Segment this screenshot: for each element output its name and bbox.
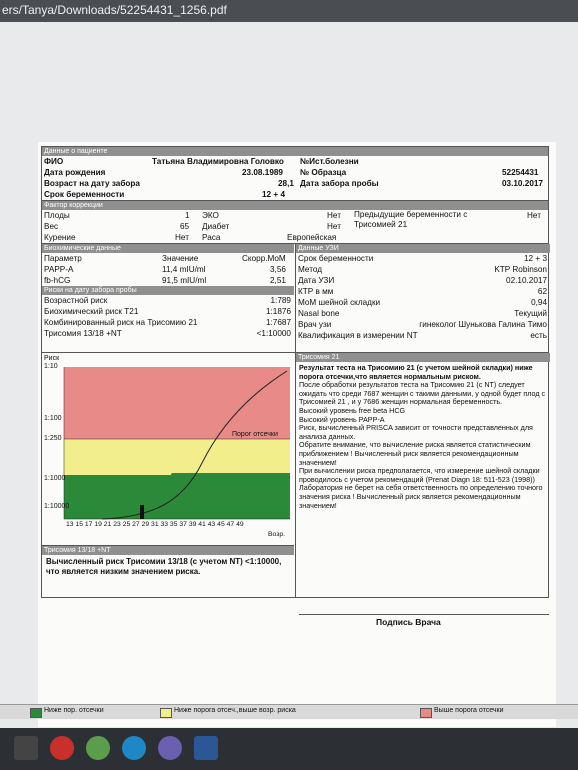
dob-value: 23.08.1989 [242, 168, 283, 177]
us-value-3: 62 [537, 287, 547, 296]
fio-value: Татьяна Владимировна Головко [152, 157, 284, 166]
t21-p7: Лаборатория не берет на себя ответственность по определению точного значения риска ! Вычисленный риск является рекомендационным значением! [299, 483, 543, 510]
prev-value: Нет [527, 211, 541, 220]
legend-high: Выше порога отсечки [434, 707, 504, 714]
risk-value-0: 1:789 [270, 296, 291, 305]
signature-label: Подпись Врача [376, 617, 441, 627]
risk-label-2: Комбинированный риск на Трисомию 21 [44, 318, 198, 327]
window-title: ers/Tanya/Downloads/52254431_1256.pdf [2, 3, 227, 17]
risk-chart-title: Риск [44, 355, 60, 362]
sample-label: № Образца [300, 168, 347, 177]
taskbar [0, 728, 578, 770]
cutoff-label: Порог отсечки [232, 431, 278, 438]
diabetes-value: Нет [327, 222, 341, 231]
biochem-mom-0: 3,56 [270, 265, 286, 274]
smoking-value: Нет [175, 233, 189, 242]
sample-value: 52254431 [502, 168, 539, 177]
risk-label-3: Трисомия 13/18 +NT [44, 329, 122, 338]
risk-label-1: Биохимический риск Т21 [44, 307, 139, 316]
t21-conclusion: Результат теста на Трисомию 21 (с учетом шейной складки) ниже порога отсечки,что является нормальным риском. [299, 363, 533, 381]
term-value: 12 + 4 [262, 190, 285, 199]
prev-label: Предыдущие беременности с Трисомией 21 [354, 210, 468, 229]
legend-mid-swatch [160, 708, 172, 718]
section-biochem: Биохимические данные [42, 244, 294, 253]
legend-low: Ниже пор. отсечки [44, 707, 104, 714]
x-ticks: 13 15 17 19 21 23 25 27 29 31 33 35 37 39 41 43 45 47 49 [66, 521, 244, 528]
section-risks: Риски на дату забора пробы [42, 286, 294, 295]
pdf-viewer[interactable] [0, 22, 578, 728]
legend [0, 704, 578, 719]
opera-icon[interactable] [50, 736, 74, 760]
zone-high [64, 367, 290, 439]
risk-value-2: 1:7687 [265, 318, 291, 327]
weight-label: Вес [44, 222, 59, 231]
viber-icon[interactable] [158, 736, 182, 760]
us-value-7: есть [530, 331, 547, 340]
us-value-0: 12 + 3 [524, 254, 547, 263]
eco-value: Нет [327, 211, 341, 220]
race-label: Раса [202, 233, 221, 242]
app-green-icon[interactable] [86, 736, 110, 760]
window-titlebar [0, 0, 578, 22]
weight-value: 65 [180, 222, 190, 231]
y-tick-3: 1:1000 [44, 475, 66, 482]
risk-value-3: <1:10000 [256, 329, 291, 338]
us-label-5: Nasal bone [298, 309, 340, 318]
biochem-header-mom: Скорр.MoM [242, 254, 286, 263]
us-value-4: 0,94 [531, 298, 547, 307]
smoking-label: Курение [44, 233, 76, 242]
us-label-4: MoM шейной складки [298, 298, 381, 307]
y-tick-1: 1:100 [44, 415, 62, 422]
word-icon[interactable] [194, 736, 218, 760]
section-us: Данные УЗИ [296, 244, 550, 253]
term-label: Срок беременности [44, 190, 125, 199]
skype-icon[interactable] [122, 736, 146, 760]
us-value-6: гинеколог Шунькова Галина Тимо [419, 320, 547, 329]
race-value: Европейская [287, 233, 337, 242]
us-label-3: КТР в мм [298, 287, 334, 296]
us-label-1: Метод [298, 265, 323, 274]
fetus-value: 1 [185, 211, 190, 220]
legend-mid: Ниже порога отсеч.,выше возр. риска [174, 707, 296, 714]
us-value-2: 02.10.2017 [506, 276, 547, 285]
biochem-value-0: 11,4 mIU/ml [162, 265, 206, 274]
pdf-page [38, 142, 556, 727]
patient-marker [140, 505, 144, 519]
eco-label: ЭКО [202, 211, 219, 220]
t21-p1: После обработки результатов теста на Трисомию 21 (с NT) следует ожидать что среди 7687 женщин с такими данными, у одной будет плод с Трисомией 21 , и у 7686 женщин нормальная беременность. [299, 380, 546, 407]
us-value-1: KTP Robinson [494, 265, 547, 274]
fetus-label: Плоды [44, 211, 70, 220]
section-correction: Фактор коррекции [42, 201, 548, 210]
biochem-name-1: fb-hCG [44, 276, 71, 285]
t1318-text: Вычисленный риск Трисомии 13/18 (с учетом NT) <1:10000, что является низким значением риска. [46, 557, 282, 576]
section-t21: Трисомия 21 [296, 353, 550, 362]
t21-p6: При вычислении риска предполагается, что измерение шейной складки проводилось с учетом рекомендаций (Prenat Diagn 18: 511-523 (1998)) [299, 466, 540, 484]
legend-low-swatch [30, 708, 42, 718]
risk-label-0: Возрастной риск [44, 296, 108, 305]
biochem-header-value: Значение [162, 254, 199, 263]
y-tick-4: 1:10000 [44, 503, 70, 510]
date-label: Дата забора пробы [300, 179, 379, 188]
case-label: №Ист.болезни [300, 157, 359, 166]
fio-label: ФИО [44, 157, 64, 166]
section-patient: Данные о пациенте [42, 147, 548, 156]
start-icon[interactable] [14, 736, 38, 760]
y-tick-2: 1:250 [44, 435, 62, 442]
age-label: Возраст на дату забора [44, 179, 140, 188]
t21-p2: Высокий уровень free beta HCG [299, 405, 406, 415]
t21-p3: Высокий уровень PAPP-A [299, 414, 385, 424]
x-label: Возр. [268, 531, 286, 538]
biochem-name-0: PAPP-A [44, 265, 74, 274]
age-value: 28,1 [278, 179, 294, 188]
risk-value-1: 1:1876 [265, 307, 291, 316]
biochem-header-param: Параметр [44, 254, 82, 263]
zone-mid [64, 439, 290, 475]
us-label-6: Врач узи [298, 320, 332, 329]
y-tick-0: 1:10 [44, 363, 58, 370]
report [41, 146, 549, 634]
us-label-7: Квалификация в измерении NT [298, 331, 418, 340]
legend-high-swatch [420, 708, 432, 718]
section-t1318: Трисомия 13/18 +NT [42, 546, 294, 555]
diabetes-label: Диабет [202, 222, 230, 231]
dob-label: Дата рождения [44, 168, 106, 177]
t21-p4: Риск, вычисленный PRISCA зависит от точности представленных для анализа данных. [299, 423, 533, 441]
date-value: 03.10.2017 [502, 179, 543, 188]
us-value-5: Текущий [514, 309, 547, 318]
us-label-2: Дата УЗИ [298, 276, 335, 285]
t21-p5: Обратите внимание, что вычисление риска является статистическим приближением ! Вычисленный риск является рекомендационным значением! [299, 440, 531, 467]
us-label-0: Срок беременности [298, 254, 374, 263]
biochem-mom-1: 2,51 [270, 276, 286, 285]
biochem-value-1: 91,5 mIU/ml [162, 276, 207, 285]
